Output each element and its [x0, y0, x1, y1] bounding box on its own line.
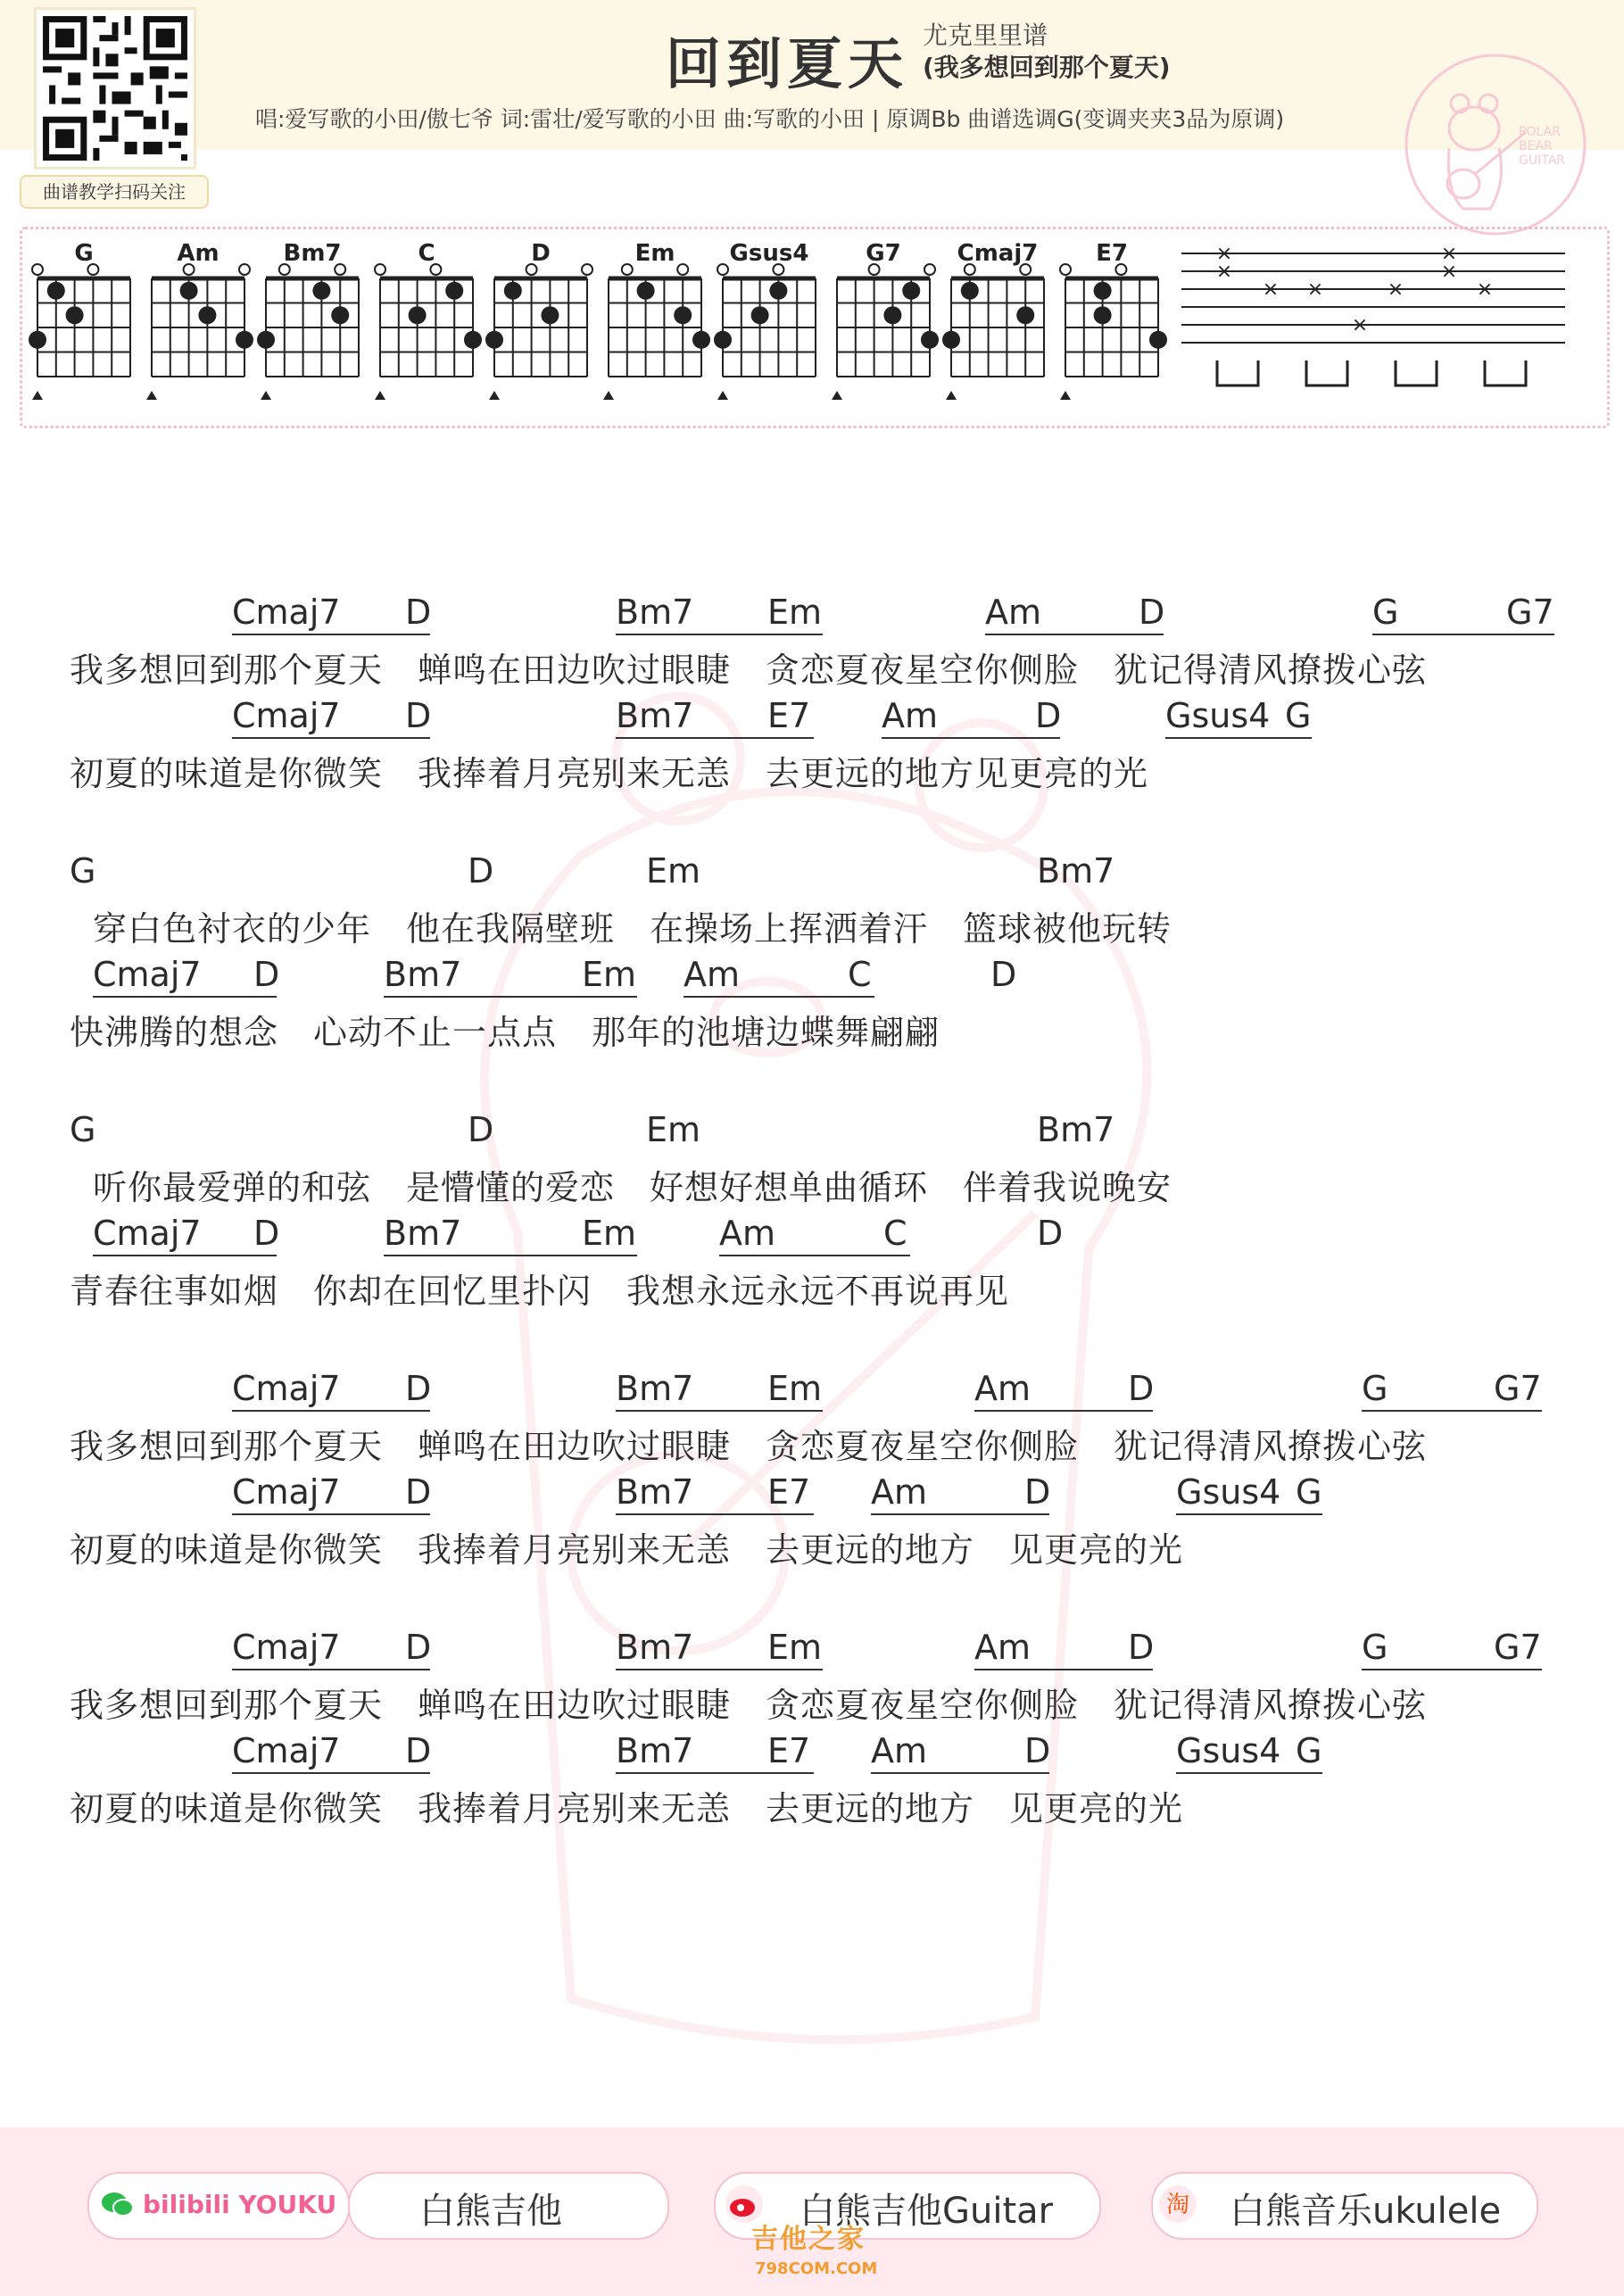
- chord-label: C: [848, 955, 872, 994]
- lyric-line: 初夏的味道是你微笑 我捧着月亮别来无恙 去更远的地方 见更亮的光: [70, 1789, 1184, 1828]
- chord-label: Bm7: [616, 1628, 694, 1667]
- chord-label: Bm7: [384, 955, 462, 994]
- svg-text:×: ×: [1440, 261, 1458, 283]
- chord-label: Cmaj7: [93, 1214, 202, 1253]
- chord-underline: [1362, 1410, 1542, 1412]
- chord-underline: [232, 737, 430, 739]
- chord-label: Am: [684, 955, 741, 994]
- chord-underline: [684, 996, 874, 998]
- chord-label: Bm7: [616, 1472, 694, 1512]
- chord-label: D: [1024, 1731, 1051, 1770]
- chord-label: Am: [719, 1214, 776, 1253]
- chord-diagram-label: D: [531, 240, 551, 267]
- chord-label: D: [405, 1731, 432, 1770]
- chord-underline: [232, 1410, 430, 1412]
- chord-diagram-label: G7: [866, 240, 901, 267]
- chord-label: Cmaj7: [232, 1369, 341, 1408]
- lyric-line: 我多想回到那个夏天 蝉鸣在田边吹过眼睫 贪恋夏夜星空你侧脸 犹记得清风撩拨心弦: [70, 1427, 1428, 1466]
- credits-line: 唱:爱写歌的小田/傲七爷 词:雷壮/爱写歌的小田 曲:写歌的小田 | 原调Bb 曲谱选调G(变调夹夹3品为原调): [255, 106, 1285, 132]
- chord-label: Bm7: [616, 1731, 694, 1770]
- chord-underline: [232, 1513, 430, 1515]
- chord-label: D: [1035, 696, 1062, 735]
- svg-text:×: ×: [1262, 278, 1280, 301]
- chord-label: Gsus4: [1176, 1472, 1281, 1512]
- chord-label: Em: [582, 1214, 637, 1253]
- chord-label: G: [1362, 1628, 1388, 1667]
- site-url: 798COM.COM: [755, 2259, 878, 2278]
- chord-label: D: [253, 955, 280, 994]
- chord-diagram-label: G: [74, 240, 94, 267]
- chord-underline: [232, 1669, 430, 1670]
- chord-label: G7: [1494, 1369, 1542, 1408]
- taobao-icon: [1158, 2184, 1197, 2224]
- chord-underline: [232, 634, 430, 635]
- chord-diagram-label: E7: [1096, 240, 1128, 267]
- chord-underline: [1176, 1772, 1322, 1774]
- chord-underline: [882, 737, 1060, 739]
- lyric-line: 青春往事如烟 你却在回忆里扑闪 我想永远永远不再说再见: [70, 1272, 1010, 1311]
- lyric-line: 初夏的味道是你微笑 我捧着月亮别来无恙 去更远的地方见更亮的光: [70, 754, 1149, 793]
- chord-label: G: [70, 1110, 96, 1149]
- chord-underline: [1362, 1669, 1542, 1670]
- chord-label: C: [883, 1214, 907, 1253]
- chord-label: Cmaj7: [232, 1731, 341, 1770]
- chord-label: D: [990, 955, 1017, 994]
- chord-underline: [616, 737, 814, 739]
- chord-label: D: [405, 1628, 432, 1667]
- chord-label: Bm7: [616, 1369, 694, 1408]
- chord-diagram-label: C: [418, 240, 435, 267]
- lyric-line: 穿白色衬衣的少年 他在我隔壁班 在操场上挥洒着汗 篮球被他玩转: [93, 909, 1172, 949]
- platforms-label: bilibili YOUKU: [143, 2190, 337, 2219]
- qr-caption: 曲谱教学扫码关注: [20, 175, 209, 209]
- svg-text:×: ×: [1440, 243, 1458, 265]
- lyric-line: 初夏的味道是你微笑 我捧着月亮别来无恙 去更远的地方 见更亮的光: [70, 1530, 1184, 1570]
- chord-label: D: [1128, 1628, 1155, 1667]
- wechat-icon: [100, 2186, 136, 2222]
- chord-diagram-label: Gsus4: [729, 240, 809, 267]
- chord-underline: [1372, 634, 1554, 635]
- chord-label: Em: [582, 955, 637, 994]
- chord-underline: [1165, 737, 1312, 739]
- chord-label: G7: [1494, 1628, 1542, 1667]
- chord-label: G7: [1506, 593, 1554, 632]
- site-watermark: 吉他之家: [751, 2224, 866, 2255]
- chord-label: Am: [974, 1369, 1032, 1408]
- chord-underline: [1176, 1513, 1322, 1515]
- chord-label: Em: [767, 1369, 823, 1408]
- logo-text-2: BEAR: [1519, 139, 1553, 153]
- chord-underline: [384, 1255, 637, 1256]
- chord-underline: [985, 634, 1164, 635]
- chord-label: Bm7: [616, 593, 694, 632]
- chord-label: D: [1128, 1369, 1155, 1408]
- brand1-label: 白熊吉他: [419, 2191, 562, 2232]
- subtitle-author: 尤克里里谱: [923, 21, 1048, 50]
- chord-label: D: [405, 593, 432, 632]
- chord-underline: [616, 1772, 814, 1774]
- svg-text:×: ×: [1351, 314, 1369, 336]
- chord-label: Bm7: [1037, 851, 1115, 891]
- chord-label: G: [70, 851, 96, 891]
- subtitle-alt: (我多想回到那个夏天): [923, 53, 1171, 82]
- chord-underline: [232, 1772, 430, 1774]
- chord-underline: [616, 1513, 814, 1515]
- chord-diagram-label: Em: [634, 240, 675, 267]
- chord-label: G: [1362, 1369, 1388, 1408]
- chord-label: Em: [646, 851, 701, 891]
- chord-label: D: [1024, 1472, 1051, 1512]
- svg-text:×: ×: [1215, 243, 1233, 265]
- chord-underline: [974, 1669, 1153, 1670]
- chord-label: Gsus4: [1165, 696, 1271, 735]
- chord-label: Cmaj7: [93, 955, 202, 994]
- lyric-line: 我多想回到那个夏天 蝉鸣在田边吹过眼睫 贪恋夏夜星空你侧脸 犹记得清风撩拨心弦: [70, 1686, 1428, 1725]
- chord-label: Em: [767, 593, 823, 632]
- chord-label: Bm7: [1037, 1110, 1115, 1149]
- chord-label: Am: [985, 593, 1042, 632]
- svg-text:淘: 淘: [1165, 2192, 1190, 2218]
- chord-label: Em: [646, 1110, 701, 1149]
- chord-label: Cmaj7: [232, 696, 341, 735]
- chord-label: G: [1296, 1731, 1322, 1770]
- chord-underline: [974, 1410, 1153, 1412]
- chord-label: G: [1285, 696, 1312, 735]
- chord-label: Cmaj7: [232, 1472, 341, 1512]
- svg-text:×: ×: [1215, 261, 1233, 283]
- chord-label: D: [405, 696, 432, 735]
- brand2-label: 白熊吉他Guitar: [800, 2191, 1054, 2232]
- chord-underline: [616, 1669, 823, 1670]
- chord-diagram-label: Cmaj7: [957, 240, 1039, 267]
- chord-label: D: [405, 1472, 432, 1512]
- chord-underline: [719, 1255, 910, 1256]
- svg-text:×: ×: [1476, 278, 1494, 301]
- chord-underline: [871, 1513, 1049, 1515]
- chord-underline: [384, 996, 637, 998]
- chord-label: G: [1296, 1472, 1322, 1512]
- chord-label: Bm7: [616, 696, 694, 735]
- chord-underline: [871, 1772, 1049, 1774]
- chord-label: Cmaj7: [232, 1628, 341, 1667]
- lyric-line: 快沸腾的想念 心动不止一点点 那年的池塘边蝶舞翩翩: [70, 1013, 940, 1052]
- chord-label: D: [253, 1214, 280, 1253]
- chord-diagram-label: Am: [177, 240, 220, 267]
- chord-label: Cmaj7: [232, 593, 341, 632]
- chord-underline: [616, 634, 823, 635]
- chord-label: E7: [767, 1472, 811, 1512]
- chord-label: D: [468, 851, 494, 891]
- chord-label: D: [1037, 1214, 1064, 1253]
- chord-label: E7: [767, 1731, 811, 1770]
- svg-text:×: ×: [1306, 278, 1324, 301]
- lyric-line: 我多想回到那个夏天 蝉鸣在田边吹过眼睫 贪恋夏夜星空你侧脸 犹记得清风撩拨心弦: [70, 651, 1428, 690]
- chord-label: Am: [871, 1472, 928, 1512]
- lyric-line: 听你最爱弹的和弦 是懵懂的爱恋 好想好想单曲循环 伴着我说晚安: [93, 1168, 1172, 1207]
- chord-label: D: [405, 1369, 432, 1408]
- chord-label: D: [468, 1110, 494, 1149]
- chord-label: G: [1372, 593, 1399, 632]
- logo-text-3: GUITAR: [1519, 153, 1565, 168]
- chord-label: Gsus4: [1176, 1731, 1281, 1770]
- brand3-label: 白熊音乐ukulele: [1230, 2191, 1502, 2232]
- logo-text-1: POLAR: [1519, 125, 1561, 139]
- chord-underline: [616, 1410, 823, 1412]
- svg-text:×: ×: [1387, 278, 1404, 301]
- chord-label: Am: [974, 1628, 1032, 1667]
- chord-label: Am: [882, 696, 939, 735]
- chord-label: Am: [871, 1731, 928, 1770]
- chord-label: Bm7: [384, 1214, 462, 1253]
- chord-underline: [93, 996, 277, 998]
- chord-diagram-label: Bm7: [283, 240, 342, 267]
- chord-label: E7: [767, 696, 811, 735]
- chord-underline: [93, 1255, 277, 1256]
- chord-label: Em: [767, 1628, 823, 1667]
- song-title: 回到夏天: [666, 31, 909, 96]
- chord-label: D: [1139, 593, 1165, 632]
